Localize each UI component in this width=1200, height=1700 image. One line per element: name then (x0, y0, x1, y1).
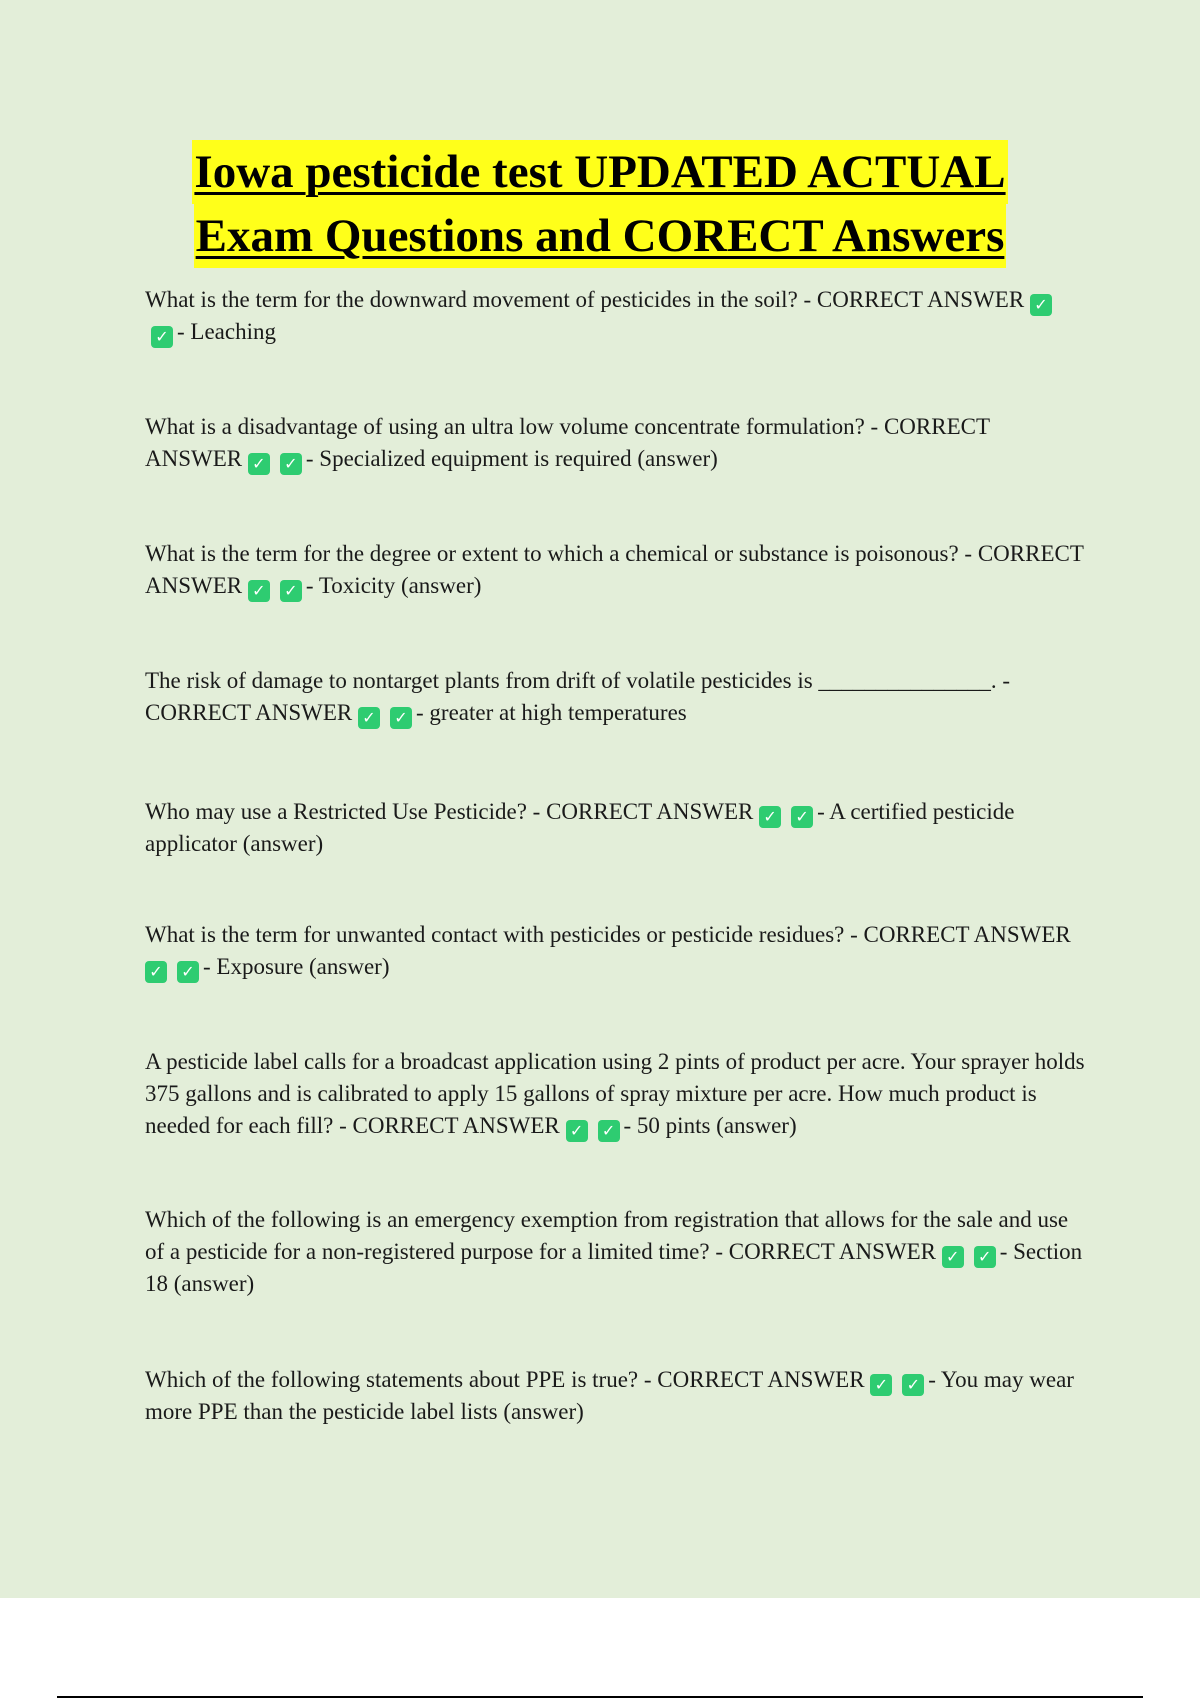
qa-question: A pesticide label calls for a broadcast application using 2 pints of product per acre. Your sprayer holds 375 gallons and is calibrated to apply 15 gallons of spray mixture per acre. How much product is needed for each fill? - CORRECT ANSWER (145, 1049, 1085, 1138)
qa-question: The risk of damage to nontarget plants from drift of volatile pesticides is _______________. - CORRECT ANSWER (145, 668, 1011, 725)
qa-question: What is the term for the degree or extent to which a chemical or substance is poisonous? - CORRECT ANSWER (145, 541, 1084, 598)
qa-question: Who may use a Restricted Use Pesticide? - CORRECT ANSWER (145, 799, 754, 824)
check-mark-icon: ✓ (151, 326, 173, 348)
qa-item-4 (145, 665, 1085, 729)
check-mark-icon: ✓ (942, 1246, 964, 1268)
check-mark-icon: ✓ (280, 453, 302, 475)
qa-answer: - A certified pesticide applicator (answer) (145, 799, 1015, 856)
check-mark-icon: ✓ (791, 806, 813, 828)
title-line-1: Iowa pesticide test UPDATED ACTUAL (192, 140, 1007, 204)
qa-question: Which of the following is an emergency exemption from registration that allows for the sale and use of a pesticide for a non-registered purpose for a limited time? - CORRECT ANSWER (145, 1207, 1069, 1264)
check-mark-icon: ✓ (358, 707, 380, 729)
qa-answer: - Specialized equipment is required (answer) (305, 446, 718, 471)
qa-item-9 (145, 1364, 1085, 1428)
check-mark-icon: ✓ (390, 707, 412, 729)
title-line-2: Exam Questions and CORECT Answers (194, 204, 1007, 268)
qa-answer: - 50 pints (answer) (623, 1113, 797, 1138)
check-mark-icon: ✓ (759, 806, 781, 828)
check-mark-icon: ✓ (902, 1374, 924, 1396)
qa-item-3 (145, 538, 1085, 602)
qa-answer: - Toxicity (answer) (305, 573, 482, 598)
qa-answer: - Exposure (answer) (203, 954, 390, 979)
check-mark-icon: ✓ (566, 1120, 588, 1142)
qa-answer: - Section 18 (answer) (145, 1239, 1083, 1296)
qa-question: What is the term for the downward movement of pesticides in the soil? - CORRECT ANSWER (145, 287, 1025, 312)
qa-question: Which of the following statements about PPE is true? - CORRECT ANSWER (145, 1367, 865, 1392)
qa-item-2 (145, 411, 1085, 475)
check-mark-icon: ✓ (145, 961, 167, 983)
check-mark-icon: ✓ (870, 1374, 892, 1396)
qa-item-7 (145, 1046, 1085, 1142)
check-mark-icon: ✓ (974, 1246, 996, 1268)
qa-item-5 (145, 796, 1085, 860)
qa-item-6 (145, 919, 1085, 983)
qa-question: What is a disadvantage of using an ultra low volume concentrate formulation? - CORRECT ANSWER (145, 414, 990, 471)
qa-item-8 (145, 1204, 1085, 1300)
qa-answer: - greater at high temperatures (416, 700, 687, 725)
footer-divider (57, 1696, 1143, 1698)
qa-answer: - You may wear more PPE than the pesticide label lists (answer) (145, 1367, 1074, 1424)
check-mark-icon: ✓ (248, 453, 270, 475)
check-mark-icon: ✓ (280, 580, 302, 602)
qa-question: What is the term for unwanted contact with pesticides or pesticide residues? - CORRECT ANSWER (145, 922, 1071, 947)
check-mark-icon: ✓ (598, 1120, 620, 1142)
document-title (0, 140, 1200, 268)
check-mark-icon: ✓ (1030, 294, 1052, 316)
check-mark-icon: ✓ (177, 961, 199, 983)
qa-answer: - Leaching (177, 319, 276, 344)
check-mark-icon: ✓ (248, 580, 270, 602)
qa-item-1 (145, 284, 1085, 348)
